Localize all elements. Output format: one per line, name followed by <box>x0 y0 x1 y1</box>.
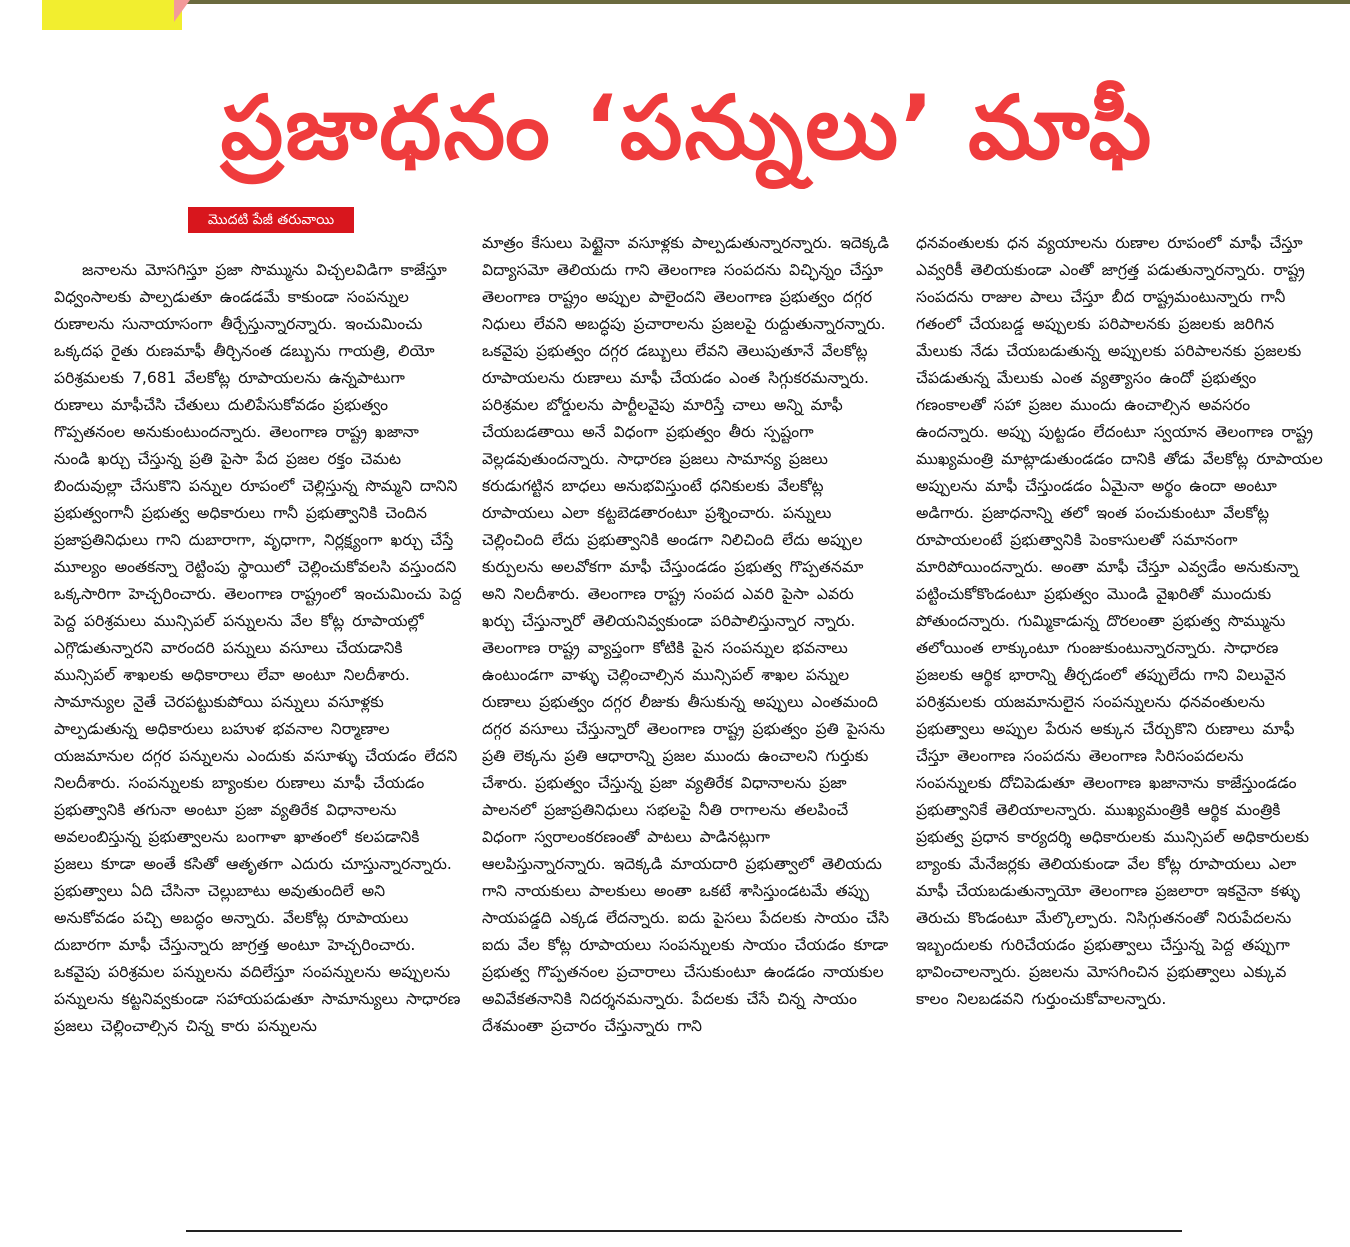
article-column-2: మాత్రం కేసులు పెట్టైనా వసూళ్లకు పాల్పడుతున్నారన్నారు. ఇదెక్కడి విద్యాసమో తెలియదు గాని తెలంగాణ సంపదను విచ్ఛిన్నం చేస్తూ తెలంగాణ రాష్ట్రం అప్పుల పాలైందని తెలంగాణ ప్రభుత్వం దగ్గర నిధులు లేవని అబద్ధపు ప్రచారాలను ప్రజలపై రుద్దుతున్నారన్నారు. ఒకవైపు ప్రభుత్వం దగ్గర డబ్బులు లేవని తెలుపుతూనే వేలకోట్ల రూపాయలను రుణాలు మాఫీ చేయడం ఎంత సిగ్గుకరమన్నారు. పరిశ్రమల బోర్డులను పార్టీలవైపు మారిస్తే చాలు అన్ని మాఫీ చేయబడతాయి అనే విధంగా ప్రభుత్వం తీరు స్పష్టంగా వెల్లడవుతుందన్నారు. సాధారణ ప్రజలు సామాన్య ప్రజలు కరుడుగట్టిన బాధలు అనుభవిస్తుంటే ధనికులకు వేలకోట్ల రూపాయలు ఎలా కట్టబెడతారంటూ ప్రశ్నించారు. పన్నులు చెల్లించింది లేదు ప్రభుత్వానికి అండగా నిలిచింది లేదు అప్పుల కుర్పులను అలవోకగా మాఫీ చేస్తుండడం ప్రభుత్వ గొప్పతనమా అని నిలదీశారు. తెలంగాణ రాష్ట్ర సంపద ఎవరి పైసా ఎవరు ఖర్చు చేస్తున్నారో తెలియనివ్వకుండా పరిపాలిస్తున్నార న్నారు. తెలంగాణ రాష్ట్ర వ్యాప్తంగా కోటికి పైన సంపన్నుల భవనాలు ఉంటుండగా వాళ్ళు చెల్లించాల్సిన మున్సిపల్ శాఖల పన్నుల రుణాలు ప్రభుత్వం దగ్గర లీజుకు తీసుకున్న అప్పులు ఎంతమంది దగ్గర వసూలు చేస్తున్నారో తెలంగాణ రాష్ట్ర ప్రభుత్వం ప్రతి పైసను ప్రతి లెక్కను ప్రతి ఆధారాన్ని ప్రజల ముందు ఉంచాలని గుర్తుకు చేశారు. ప్రభుత్వం చేస్తున్న ప్రజా వ్యతిరేక విధానాలను ప్రజా పాలనలో ప్రజాప్రతినిధులు సభలపై నీతి రాగాలను తలపించే విధంగా స్వరాలంకరణంతో పాటలు పాడినట్లుగా ఆలపిస్తున్నారన్నారు. ఇదెక్కడి మాయదారి ప్రభుత్వాలో తెలియదు గాని నాయకులు పాలకులు అంతా ఒకటే శాసిస్తుండటమే తప్పు సాయపడ్డది ఎక్కడ లేదన్నారు. ఐదు పైసలు పేదలకు సాయం చేసి ఐదు వేల కోట్ల రూపాయలు సంపన్నులకు సాయం చేయడం కూడా ప్రభుత్వ గొప్పతనంల ప్రచారాలు చేసుకుంటూ ఉండడం నాయకుల అవివేకతనానికి నిదర్శనమన్నారు. పేదలకు చేసే చిన్న సాయం దేశమంతా ప్రచారం చేస్తున్నారు గాని <box>482 234 890 1035</box>
article-column-1: జనాలను మోసగిస్తూ ప్రజా సొమ్మును విచ్చలవిడిగా కాజేస్తూ విధ్వంసాలకు పాల్పడుతూ ఉండడమే కాకుండా సంపన్నుల రుణాలను సునాయాసంగా తీర్చేస్తున్నారన్నారు. ఇంచుమించు ఒక్కదఫ రైతు రుణమాఫీ తీర్చినంత డబ్బును గాయత్రి, లియో పరిశ్రమలకు 7,681 వేలకోట్ల రూపాయలను ఉన్నపాటుగా రుణాలు మాఫీచేసి చేతులు దులిపేసుకోవడం ప్రభుత్వం గొప్పతనంల అనుకుంటుందన్నారు. తెలంగాణ రాష్ట్ర ఖజానా నుండి ఖర్చు చేస్తున్న ప్రతి పైసా పేద ప్రజల రక్తం చెమట బిందువుల్లా చేసుకొని పన్నుల రూపంలో చెల్లిస్తున్న సొమ్మని దానిని ప్రభుత్వంగానీ ప్రభుత్వ అధికారులు గానీ ప్రభుత్వానికి చెందిన ప్రజాప్రతినిధులు గాని దుబారాగా, వృధాగా, నిర్లక్ష్యంగా ఖర్చు చేస్తే మూల్యం అంతకన్నా రెట్టింపు స్థాయిలో చెల్లించుకోవలసి వస్తుందని ఒక్కసారిగా హెచ్చరించారు. తెలంగాణ రాష్ట్రంలో ఇంచుమించు పెద్ద పెద్ద పరిశ్రమలు మున్సిపల్ పన్నులను వేల కోట్ల రూపాయల్లో ఎగ్గొడుతున్నారని వారందరి పన్నులు వసూలు చేయడానికి మున్సిపల్ శాఖలకు అధికారాలు లేవా అంటూ నిలదీశారు. సామాన్యుల నైతే చెరపట్టుకుపోయి పన్నులు వసూళ్లకు పాల్పడుతున్న అధికారులు బహుళ భవనాల నిర్మాణాల యజమానుల దగ్గర పన్నులను ఎందుకు వసూళ్ళు చేయడం లేదని నిలదీశారు. సంపన్నులకు బ్యాంకుల రుణాలు మాఫీ చేయడం ప్రభుత్వానికి తగునా అంటూ ప్రజా వ్యతిరేక విధానాలను అవలంబిస్తున్న ప్రభుత్వాలను బంగాళా ఖాతంలో కలపడానికి ప్రజలు కూడా అంతే కసితో ఆతృతగా ఎదురు చూస్తున్నారన్నారు. ప్రభుత్వాలు ఏది చేసినా చెల్లుబాటు అవుతుందిలే అని అనుకోవడం పచ్చి అబద్ధం అన్నారు. వేలకోట్ల రూపాయలు దుబారగా మాఫీ చేస్తున్నారు జాగ్రత్త అంటూ హెచ్చరించారు. ఒకవైపు పరిశ్రమల పన్నులను వదిలేస్తూ సంపన్నులను అప్పులను పన్నులను కట్టనివ్వకుండా సహాయపడుతూ సామాన్యులు సాధారణ ప్రజలు చెల్లించాల్సిన చిన్న కారు పన్నులను <box>54 261 462 1035</box>
corner-fold <box>174 0 190 22</box>
top-rule <box>186 0 1350 4</box>
continued-from-front-page-label: మొదటి పేజీ తరువాయి <box>188 207 354 233</box>
article-column-3: ధనవంతులకు ధన వ్యయాలను రుణాల రూపంలో మాఫీ చేస్తూ ఎవ్వరికీ తెలియకుండా ఎంతో జాగ్రత్త పడుతున్నారన్నారు. రాష్ట్ర సంపదను రాజుల పాలు చేస్తూ బీద రాష్ట్రమంటున్నారు గానీ గతంలో చేయబడ్డ అప్పులకు పరిపాలనకు ప్రజలకు జరిగిన మేలుకు నేడు చేయబడుతున్న అప్పులకు పరిపాలనకు ప్రజలకు చేపడుతున్న మేలుకు ఎంత వ్యత్యాసం ఉందో ప్రభుత్వం గణంకాలతో సహా ప్రజల ముందు ఉంచాల్సిన అవసరం ఉందన్నారు. అప్పు పుట్టడం లేదంటూ స్వయాన తెలంగాణ రాష్ట్ర ముఖ్యమంత్రి మాట్లాడుతుండడం దానికి తోడు వేలకోట్ల రూపాయల అప్పులను మాఫీ చేస్తుండడం ఏమైనా అర్థం ఉందా అంటూ అడిగారు. ప్రజాధనాన్ని తలో ఇంత పంచుకుంటూ వేలకోట్ల రూపాయలంటే ప్రభుత్వానికి పెంకాసులతో సమానంగా మారిపోయిందన్నారు. అంతా మాఫీ చేస్తూ ఎవ్వడేం అనుకున్నా పట్టించుకోకొండంటూ ప్రభుత్వం మొండి వైఖరితో ముందుకు పోతుందన్నారు. గుమ్మికాడున్న దొరలంతా ప్రభుత్వ సొమ్మును తలోయింత లాక్కుంటూ గుంజుకుంటున్నారన్నారు. సాధారణ ప్రజలకు ఆర్థిక భారాన్ని తీర్చడంలో తప్పులేదు గాని విలువైన పరిశ్రమలకు యజమానులైన సంపన్నులను ధనవంతులను ప్రభుత్వాలు అప్పుల పేరున అక్కున చేర్చుకొని రుణాలు మాఫీ చేస్తూ తెలంగాణ సంపదను తెలంగాణ సిరిసంపదలను సంపన్నులకు దోచిపెడుతూ తెలంగాణ ఖజానాను కాజేస్తుండడం ప్రభుత్వానికే తెలియాలన్నారు. ముఖ్యమంత్రికి ఆర్థిక మంత్రికి ప్రభుత్వ ప్రధాన కార్యదర్శి అధికారులకు మున్సిపల్ అధికారులకు బ్యాంకు మేనేజర్లకు తెలియకుండా వేల కోట్ల రూపాయలు ఎలా మాఫీ చేయబడుతున్నాయో తెలంగాణ ప్రజలారా ఇకనైనా కళ్ళు తెరుచు కొండంటూ మేల్కొల్పారు. నిసిగ్గుతనంతో నిరుపేదలను ఇబ్బందులకు గురిచేయడం ప్రభుత్వాలు చేస్తున్న పెద్ద తప్పుగా భావించాలన్నారు. ప్రజలను మోసగించిన ప్రభుత్వాలు ఎక్కువ కాలం నిలబడవని గుర్తుంచుకోవాలన్నారు. <box>916 234 1323 1008</box>
bottom-rule <box>186 1230 1182 1232</box>
corner-tab <box>42 0 182 30</box>
headline: ప్రజాధనం ‘పన్నులు’ మాఫీ <box>220 76 1154 179</box>
